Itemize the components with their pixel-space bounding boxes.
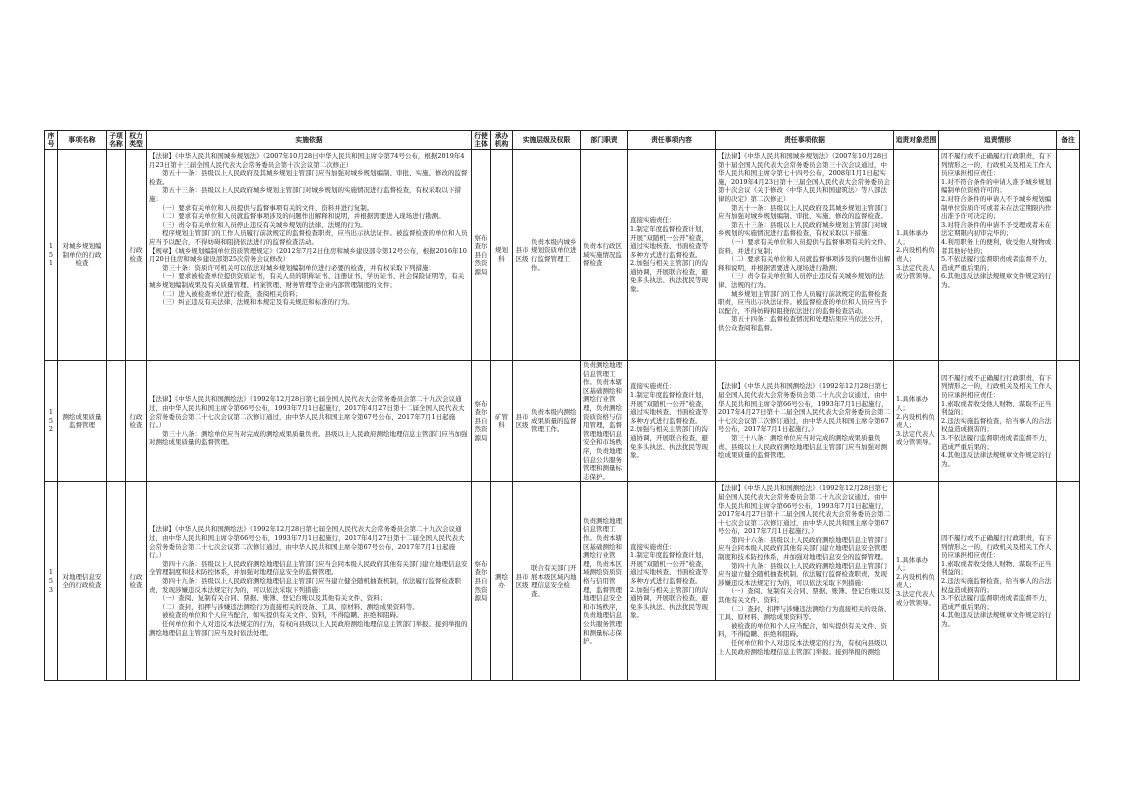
cell-situation: 因不履行或不正确履行行政职责，有下列情形之一的，行政机关及相关工作人员应承担相应责任： 1.索取或者收受他人财物、谋取不正当利益的； 2.违法实施监督检查，给当事人的合法权益造成损害的； 3.不依法履行监督职责或者监督不力，造成严重后果的； 4.其他违反法律法规规章文件规定的行为。 (939, 482, 1057, 681)
cell-remark (1057, 482, 1080, 681)
cell-sub (107, 150, 126, 361)
col-header-office: 承办机构 (491, 131, 513, 150)
cell-subject: 察布查尔县自然资源局 (472, 482, 491, 681)
cell-resp-basis: 【法律】《中华人民共和国城乡规划法》（2007年10月28日第十届全国人民代表大会常务委员会第三十次会议通过，中华人民共和国主席令第七十四号公布，2008年1月1日起实施，2019年4月23日第十三届全国人民代表大会常务委员会第十次会议《关于修改〈中华人民共和国建筑法〉等八部法律的决定》第二次修正） 第五十一条：县级以上人民政府及其城乡规划主管部门应当加强对城乡规划编制、审批、实施、修改的监督检查。 第五十三条：县级以上人民政府城乡规划主管部门对城乡规划的实施情况进行监督检查，有权采取以下措施： （一）要求有关单位和人员提供与监督事项有关的文件、资料，并进行复制； （二）要求有关单位和人员就监督事项涉及的问题作出解释和说明，并根据需要进入现场进行勘测； （三）责令有关单位和人员停止违反有关城乡规划的法律、法规的行为。 城乡规划主管部门的工作人员履行前款规定的监督检查职责，应当出示执法证件。被监督检查的单位和人员应当予以配合，不得妨碍和阻挠依法进行的监督检查活动。 第五十四条：监督检查情况和处理结果应当依法公开，供公众查阅和监督。 (716, 150, 894, 361)
col-header-content: 责任事项内容 (628, 131, 716, 150)
cell-name: 对地理信息安全的行政检查 (58, 482, 107, 681)
cell-name: 测绘成果质量监督管理 (58, 361, 107, 482)
cell-type: 行政检查 (126, 150, 147, 361)
cell-type: 行政检查 (126, 482, 147, 681)
col-header-subject: 行使主体 (472, 131, 491, 150)
cell-basis: 【法律】《中华人民共和国测绘法》（1992年12月28日第七届全国人民代表大会常务委员会第二十九次会议通过，由中华人民共和国主席令第66号公布，1993年7月1日起施行，2017年4月27日第十二届全国人民代表大会常务委员会第二十七次会议第二次修订通过，由中华人民共和国主席令第67号公布，2017年7月1日起施行。） 第四十六条：县级以上人民政府测绘地理信息主管部门应当会同本级人民政府其他有关部门建立地理信息安全管理制度和技术防控体系，并加强对地理信息安全的监督管理。 第四十九条：县级以上人民政府测绘地理信息主管部门应当建立健全随机抽查机制，依法履行监督检查职责，发现涉嫌违反本法规定行为的，可以依法采取下列措施： （一）查阅、复制有关合同、票据、账簿、登记台账以及其他有关文件、资料； （二）查封、扣押与涉嫌违法测绘行为直接相关的设备、工具、原材料、测绘成果资料等。 被检查的单位和个人应当配合，如实提供有关文件、资料，不得隐瞒、拒绝和阻碍。 任何单位和个人对违反本法规定的行为，有权向县级以上人民政府测绘地理信息主管部门举报。接到举报的测绘地理信息主管部门应当及时依法处理。 (147, 482, 472, 681)
accountability-table (44, 130, 1080, 681)
cell-level-text: 县市区级 (515, 246, 529, 263)
cell-basis: 【法律】《中华人民共和国测绘法》（1992年12月28日第七届全国人民代表大会常务委员会第二十九次会议通过，由中华人民共和国主席令第66号公布，1993年7月1日起施行，2017年4月27日第十二届全国人民代表大会常务委员会第二十七次会议第二次修订通过，由中华人民共和国主席令第67号公布，2017年7月1日起施行。） 第三十八条：测绘单位应当对完成的测绘成果质量负责。县级以上人民政府测绘地理信息主管部门应当加强对测绘成果质量的监督管理。 (147, 361, 472, 482)
cell-resp-basis: 【法律】《中华人民共和国测绘法》（1992年12月28日第七届全国人民代表大会常务委员会第二十九次会议通过，由中华人民共和国主席令第66号公布，1993年7月1日起施行，2017年4月27日第十二届全国人民代表大会常务委员会第二十七次会议第二次修订通过，由中华人民共和国主席令第67号公布，2017年7月1日起施行。） 第三十八条：测绘单位应当对完成的测绘成果质量负责。县级以上人民政府测绘地理信息主管部门应当加强对测绘成果质量的监督管理。 (716, 361, 894, 482)
cell-no: 153 (45, 482, 58, 681)
cell-duty: 负责测绘地理信息管理工作。负责本辖区基础测绘和测绘行业管理，负责测绘资质资格与信用管理，监督管理地理信息安全和市场秩序，负责地理信息公共服务管理和测量标志保护。 (581, 361, 628, 482)
col-header-resp-basis: 责任事项依据 (716, 131, 894, 150)
col-header-name: 事项名称 (58, 131, 107, 150)
col-header-level: 实施层级及权限 (513, 131, 581, 150)
col-header-no: 序号 (45, 131, 58, 150)
cell-name: 对城乡规划编制单位的行政检查 (58, 150, 107, 361)
col-header-situation: 追责情形 (939, 131, 1057, 150)
cell-office: 规划科 (491, 150, 513, 361)
table-row (45, 482, 1080, 681)
cell-sub (107, 361, 126, 482)
cell-level (513, 361, 581, 482)
col-header-scope: 追责对象范围 (894, 131, 939, 150)
cell-scope: 1.具体承办人； 2.内设机构负责人； 3.法定代表人或分管领导。 (894, 361, 939, 482)
table-row (45, 150, 1080, 361)
cell-no: 152 (45, 361, 58, 482)
document-page (44, 130, 1079, 681)
cell-duty: 负责本行政区域实施情况监督检查 (581, 150, 628, 361)
cell-content: 直接实施责任： 1.制定年度监督检查计划，开展“双随机一公开”检查，通过实地核查、书面检查等多种方式进行监督检查。 2.加强与相关主管部门的沟通协调，开展联合检查，避免多头执法、执法扰民等现象。 (628, 150, 716, 361)
cell-no: 151 (45, 150, 58, 361)
col-header-remark: 备注 (1057, 131, 1080, 150)
header-row (45, 131, 1080, 150)
cell-scope: 1.具体承办人； 2.内设机构负责人； 3.法定代表人或分管领导。 (894, 150, 939, 361)
cell-level-text: 县市区级 (515, 412, 529, 430)
cell-subject: 察布查尔县自然资源局 (472, 150, 491, 361)
cell-situation: 因不履行或不正确履行行政职责，有下列情形之一的，行政机关及相关工作人员应承担相应责任： 1.对不符合条件的申请人准予城乡规划编制单位资格许可的； 2.对符合条件的申请人不予城乡规划编制单位资质许可或者未在法定期限内作出准予许可决定的； 3.对符合条件的申请不予受理或者未在法定期限内初审完毕的； 4.利用职务上的便利，收受他人财物或者其他好处的； 5.不依法履行监督职责或者监督不力，造成严重后果的； 6.其他违反法律法规规章文件规定的行为。 (939, 150, 1057, 361)
cell-basis: 【法律】《中华人民共和国城乡规划法》（2007年10月28日中华人民共和国主席令第74号公布，根据2019年4月23日第十三届全国人民代表大会常务委员会第十次会议第二次修正） 第五十一条：县级以上人民政府及其城乡规划主管部门应当加强对城乡规划编制、审批、实施、修改的监督检查。 第五十三条：县级以上人民政府城乡规划主管部门对城乡规划的实施情况进行监督检查，有权采取以下措施： （一）要求有关单位和人员提供与监督事项有关的文件、资料并进行复制。 （二）要求有关单位和人员就监督事项涉及的问题作出解释和说明，并根据需要进入现场进行勘测。 （三）责令有关单位和人员停止违反有关城乡规划的法律、法规的行为。 程序规划主管部门的工作人员履行前款规定的监督检查职责，应当出示执法证件。被监督检查的单位和人员应当予以配合，不得妨碍和阻挠依法进行的监督检查活动。 【规章】《城乡规划编制单位资质管理规定》（2012年7月2日住房和城乡建设部令第12号公布，根据2016年10月20日住房和城乡建设部第25次常务会议修改） 第三十条：资质许可机关可以依法对城乡规划编制单位进行必要的检查，并有权采取下列措施： （一）要求被检查单位提供资质证书，有关人员的职称证书、注册证书、学历证书、社会保险证明等，有关城乡规划编制成果及有关质量管理、档案管理、财务管理等企业内部管理制度的文件； （二）进入被检查单位进行检查，查阅相关资料； （三）纠正违反有关法律、法规和本规定及有关规范和标准的行为。 (147, 150, 472, 361)
cell-content: 直接实施责任： 1.制定年度监督检查计划，开展“双随机一公开”检查，通过实地核查、书面检查等多种方式进行监督检查。 2.加强与相关主管部门的沟通协调，开展联合检查，避免多头执法、执法扰民等现象。 (628, 361, 716, 482)
cell-level (513, 482, 581, 681)
cell-content: 直接实施责任： 1.制定年度监督检查计划，开展“双随机一公开”检查，通过实地核查、书面检查等多种方式进行监督检查。 2.加强与相关主管部门的沟通协调，开展联合检查，避免多头执法、执法扰民等现象。 (628, 482, 716, 681)
cell-scope: 1.具体承办人； 2.内设机构负责人； 3.法定代表人或分管领导。 (894, 482, 939, 681)
cell-duty-text: 负责本级内城乡规划资质单位进行监督管理工作。 (531, 237, 577, 272)
cell-office: 矿管科 (491, 361, 513, 482)
cell-level (513, 150, 581, 361)
cell-level-text: 县市区级 (515, 572, 529, 590)
col-header-type: 权力类型 (126, 131, 147, 150)
cell-duty: 负责测绘地理信息管理工作。负责本辖区基础测绘和测绘行业管理，负责本区域测绘资质资格与信用管理，监督管理地理信息安全和市场秩序，负责地理信息公共服务管理和测量标志保护。 (581, 482, 628, 681)
cell-duty-text: 联合有关部门开展本级区域内地理信息安全检查。 (531, 564, 577, 598)
cell-sub (107, 482, 126, 681)
cell-remark (1057, 361, 1080, 482)
col-header-basis: 实施依据 (147, 131, 472, 150)
cell-resp-basis: 【法律】《中华人民共和国测绘法》（1992年12月28日第七届全国人民代表大会常务委员会第二十九次会议通过，由中华人民共和国主席令第66号公布，1993年7月1日起施行，2017年4月27日第十二届全国人民代表大会常务委员会第二十七次会议第二次修订通过，由中华人民共和国主席令第67号公布，2017年7月1日起施行。） 第四十六条：县级以上人民政府测绘地理信息主管部门应当会同本级人民政府其他有关部门建立地理信息安全管理制度和技术防控体系，并加强对地理信息安全的监督管理。 第四十九条：县级以上人民政府测绘地理信息主管部门应当建立健全随机抽查机制，依法履行监督检查职责，发现涉嫌违反本法规定行为的，可以依法采取下列措施： （一）查阅、复制有关合同、票据、账簿、登记台账以及其他有关文件、资料； （二）查封、扣押与涉嫌违法测绘行为直接相关的设备、工具、原材料、测绘成果资料等。 被检查的单位和个人应当配合，如实提供有关文件、资料，不得隐瞒、拒绝和阻碍。 任何单位和个人对违反本法规定的行为，有权向县级以上人民政府测绘地理信息主管部门举报。接到举报的测绘 (716, 482, 894, 681)
cell-type: 行政检查 (126, 361, 147, 482)
table-row (45, 361, 1080, 482)
col-header-sub: 子项名称 (107, 131, 126, 150)
cell-office: 测绘办 (491, 482, 513, 681)
cell-situation: 因不履行或不正确履行行政职责，有下列情形之一的，行政机关及相关工作人员应承担相应责任： 1.索取或者收受他人财物、谋取不正当利益的； 2.违法实施监督检查，给当事人的合法权益造成损害的； 3.不依法履行监督职责或者监督不力，造成严重后果的； 4.其他违反法律法规规章文件规定的行为。 (939, 361, 1057, 482)
cell-duty-text: 负责本级内测绘成果质量的监督管理工作。 (531, 408, 577, 434)
col-header-duty: 部门职责 (581, 131, 628, 150)
cell-remark (1057, 150, 1080, 361)
cell-subject: 察布查尔县自然资源局 (472, 361, 491, 482)
